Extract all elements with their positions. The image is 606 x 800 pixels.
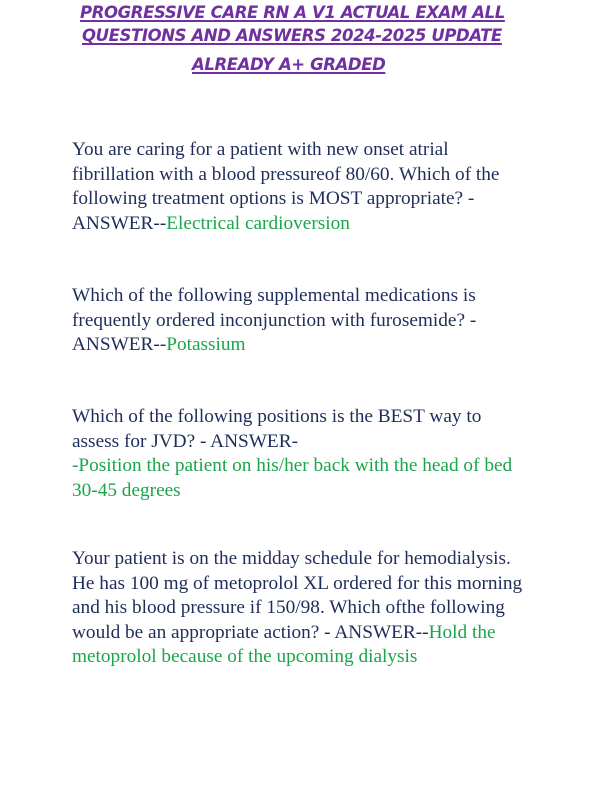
question-line: ANSWER-- [72,212,167,234]
question-line: Which of the following positions is the BEST way to [72,406,482,427]
answer-text: Hold the [428,621,496,643]
answer-line: 30-45 degrees [72,479,181,501]
question-line: You are caring for a patient with new onset atrial [72,139,449,160]
question-line: would be an appropriate action? - ANSWER-- [72,621,429,643]
qa-item-3 [72,405,572,503]
question-line: following treatment options is MOST appropriate? - [72,188,475,209]
question-line: Which of the following supplemental medications is [72,285,476,306]
document-title-line-1: PROGRESSIVE CARE RN A V1 ACTUAL EXAM ALL [80,3,505,22]
answer-line: metoprolol because of the upcoming dialysis [72,646,418,667]
document-title-line-2: QUESTIONS AND ANSWERS 2024-2025 UPDATE [82,26,502,45]
question-line: assess for JVD? - ANSWER- [72,430,298,452]
answer-line: -Position the patient on his/her back with the head of bed [72,455,513,476]
question-line: frequently ordered inconjunction with furosemide? - [72,309,477,331]
question-line: Your patient is on the midday schedule for hemodialysis. [72,548,511,569]
qa-item-2 [72,284,572,358]
question-line: and his blood pressure if 150/98. Which ofthe following [72,597,505,618]
answer-text: Electrical cardioversion [166,212,350,234]
document-title-line-3: ALREADY A+ GRADED [192,55,386,74]
answer-text: Potassium [166,334,246,355]
qa-item-1 [72,138,572,236]
question-line: fibrillation with a blood pressureof 80/60. Which of the [72,163,500,185]
question-line: ANSWER-- [72,334,167,355]
qa-item-4 [72,547,572,670]
question-line: He has 100 mg of metoprolol XL ordered for this morning [72,572,523,594]
